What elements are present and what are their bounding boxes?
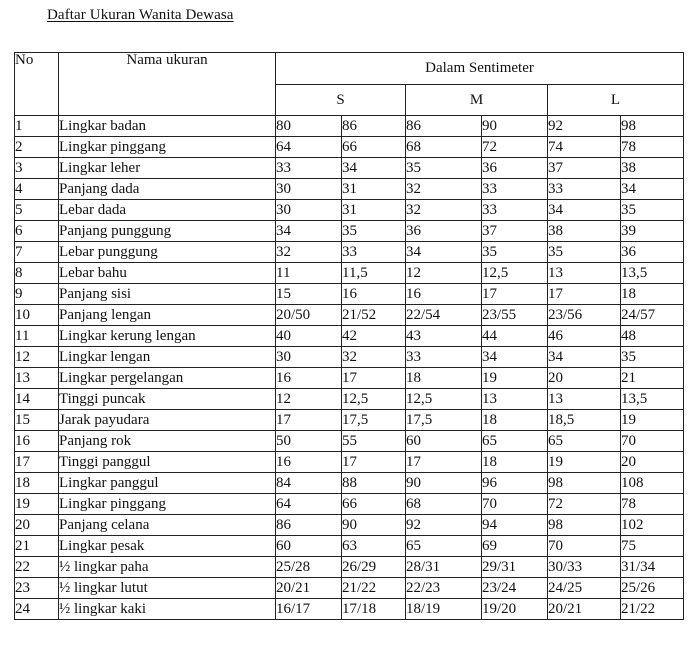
measurement-value: 38 — [621, 158, 684, 179]
measurement-value: 43 — [406, 326, 482, 347]
document-title: Daftar Ukuran Wanita Dewasa — [47, 7, 234, 23]
measurement-value: 42 — [342, 326, 406, 347]
table-row — [15, 326, 684, 347]
measurement-value: 70 — [548, 536, 621, 557]
size-table — [14, 52, 684, 620]
measurement-value: 12,5 — [482, 263, 548, 284]
measurement-value: 92 — [406, 515, 482, 536]
measurement-value: 68 — [406, 137, 482, 158]
measurement-name: Lingkar pergelangan — [59, 368, 276, 389]
table-row — [15, 305, 684, 326]
measurement-value: 38 — [548, 221, 621, 242]
measurement-value: 33 — [548, 179, 621, 200]
measurement-value: 13 — [548, 389, 621, 410]
measurement-value: 18 — [406, 368, 482, 389]
measurement-value: 13,5 — [621, 263, 684, 284]
table-row — [15, 284, 684, 305]
table-row — [15, 557, 684, 578]
measurement-value: 20 — [621, 452, 684, 473]
measurement-name: Panjang sisi — [59, 284, 276, 305]
measurement-value: 18 — [482, 410, 548, 431]
measurement-name: Lingkar leher — [59, 158, 276, 179]
measurement-value: 12,5 — [342, 389, 406, 410]
measurement-name: Panjang punggung — [59, 221, 276, 242]
measurement-value: 19/20 — [482, 599, 548, 620]
measurement-value: 18 — [482, 452, 548, 473]
header-no: No — [15, 53, 59, 116]
row-number: 16 — [15, 431, 59, 452]
measurement-value: 92 — [548, 116, 621, 137]
measurement-value: 30 — [276, 200, 342, 221]
measurement-value: 78 — [621, 137, 684, 158]
row-number: 21 — [15, 536, 59, 557]
measurement-value: 65 — [482, 431, 548, 452]
measurement-value: 98 — [548, 473, 621, 494]
measurement-value: 19 — [482, 368, 548, 389]
measurement-value: 17,5 — [342, 410, 406, 431]
row-number: 9 — [15, 284, 59, 305]
measurement-value: 18/19 — [406, 599, 482, 620]
measurement-name: Lingkar badan — [59, 116, 276, 137]
measurement-name: Lingkar panggul — [59, 473, 276, 494]
row-number: 17 — [15, 452, 59, 473]
row-number: 12 — [15, 347, 59, 368]
table-row — [15, 536, 684, 557]
measurement-value: 64 — [276, 494, 342, 515]
row-number: 10 — [15, 305, 59, 326]
measurement-value: 37 — [482, 221, 548, 242]
measurement-name: ½ lingkar lutut — [59, 578, 276, 599]
measurement-value: 86 — [406, 116, 482, 137]
measurement-name: Lingkar kerung lengan — [59, 326, 276, 347]
table-row — [15, 200, 684, 221]
measurement-value: 18 — [621, 284, 684, 305]
row-number: 2 — [15, 137, 59, 158]
measurement-name: Panjang celana — [59, 515, 276, 536]
measurement-value: 17 — [276, 410, 342, 431]
measurement-value: 17 — [548, 284, 621, 305]
table-row — [15, 116, 684, 137]
measurement-value: 35 — [621, 200, 684, 221]
measurement-name: Lingkar pesak — [59, 536, 276, 557]
measurement-value: 33 — [342, 242, 406, 263]
measurement-value: 44 — [482, 326, 548, 347]
measurement-value: 80 — [276, 116, 342, 137]
measurement-value: 36 — [621, 242, 684, 263]
row-number: 1 — [15, 116, 59, 137]
measurement-value: 15 — [276, 284, 342, 305]
measurement-value: 34 — [621, 179, 684, 200]
measurement-value: 74 — [548, 137, 621, 158]
measurement-value: 17/18 — [342, 599, 406, 620]
measurement-name: Tinggi puncak — [59, 389, 276, 410]
measurement-value: 84 — [276, 473, 342, 494]
measurement-value: 35 — [548, 242, 621, 263]
row-number: 13 — [15, 368, 59, 389]
table-row — [15, 410, 684, 431]
measurement-value: 34 — [548, 200, 621, 221]
row-number: 6 — [15, 221, 59, 242]
table-row — [15, 347, 684, 368]
measurement-value: 70 — [482, 494, 548, 515]
measurement-value: 60 — [276, 536, 342, 557]
measurement-value: 90 — [406, 473, 482, 494]
row-number: 7 — [15, 242, 59, 263]
measurement-value: 12 — [276, 389, 342, 410]
measurement-value: 11 — [276, 263, 342, 284]
measurement-value: 25/28 — [276, 557, 342, 578]
measurement-value: 65 — [406, 536, 482, 557]
measurement-name: ½ lingkar paha — [59, 557, 276, 578]
measurement-value: 18,5 — [548, 410, 621, 431]
measurement-value: 16/17 — [276, 599, 342, 620]
measurement-value: 30/33 — [548, 557, 621, 578]
header-size-l: L — [548, 85, 684, 116]
measurement-value: 24/57 — [621, 305, 684, 326]
measurement-value: 29/31 — [482, 557, 548, 578]
measurement-value: 30 — [276, 179, 342, 200]
measurement-value: 39 — [621, 221, 684, 242]
measurement-value: 66 — [342, 137, 406, 158]
measurement-value: 16 — [276, 368, 342, 389]
measurement-value: 21/22 — [621, 599, 684, 620]
measurement-value: 34 — [276, 221, 342, 242]
measurement-value: 37 — [548, 158, 621, 179]
row-number: 18 — [15, 473, 59, 494]
measurement-value: 17 — [406, 452, 482, 473]
measurement-value: 68 — [406, 494, 482, 515]
measurement-value: 35 — [342, 221, 406, 242]
measurement-name: Lingkar lengan — [59, 347, 276, 368]
measurement-value: 31 — [342, 200, 406, 221]
measurement-value: 98 — [621, 116, 684, 137]
measurement-value: 35 — [621, 347, 684, 368]
table-row — [15, 599, 684, 620]
measurement-name: Panjang dada — [59, 179, 276, 200]
measurement-value: 88 — [342, 473, 406, 494]
measurement-value: 30 — [276, 347, 342, 368]
measurement-value: 33 — [276, 158, 342, 179]
measurement-value: 12,5 — [406, 389, 482, 410]
measurement-value: 34 — [548, 347, 621, 368]
row-number: 8 — [15, 263, 59, 284]
table-row — [15, 242, 684, 263]
measurement-value: 28/31 — [406, 557, 482, 578]
table-row — [15, 179, 684, 200]
measurement-value: 96 — [482, 473, 548, 494]
measurement-value: 13,5 — [621, 389, 684, 410]
measurement-value: 36 — [482, 158, 548, 179]
measurement-value: 65 — [548, 431, 621, 452]
row-number: 24 — [15, 599, 59, 620]
measurement-name: Lebar bahu — [59, 263, 276, 284]
measurement-value: 34 — [482, 347, 548, 368]
measurement-value: 16 — [342, 284, 406, 305]
measurement-name: Lebar punggung — [59, 242, 276, 263]
measurement-value: 86 — [342, 116, 406, 137]
measurement-value: 63 — [342, 536, 406, 557]
row-number: 3 — [15, 158, 59, 179]
measurement-value: 102 — [621, 515, 684, 536]
header-size-s: S — [276, 85, 406, 116]
measurement-value: 98 — [548, 515, 621, 536]
row-number: 19 — [15, 494, 59, 515]
table-row — [15, 494, 684, 515]
measurement-value: 69 — [482, 536, 548, 557]
measurement-name: Tinggi panggul — [59, 452, 276, 473]
measurement-value: 21 — [621, 368, 684, 389]
measurement-value: 70 — [621, 431, 684, 452]
measurement-value: 23/55 — [482, 305, 548, 326]
measurement-value: 34 — [342, 158, 406, 179]
measurement-value: 35 — [482, 242, 548, 263]
table-row — [15, 473, 684, 494]
measurement-value: 32 — [276, 242, 342, 263]
measurement-value: 17 — [342, 452, 406, 473]
measurement-value: 23/24 — [482, 578, 548, 599]
row-number: 20 — [15, 515, 59, 536]
measurement-value: 21/52 — [342, 305, 406, 326]
measurement-value: 33 — [482, 200, 548, 221]
measurement-value: 20/50 — [276, 305, 342, 326]
measurement-value: 20/21 — [548, 599, 621, 620]
table-row — [15, 368, 684, 389]
measurement-value: 25/26 — [621, 578, 684, 599]
measurement-value: 75 — [621, 536, 684, 557]
measurement-value: 13 — [548, 263, 621, 284]
measurement-value: 94 — [482, 515, 548, 536]
table-row — [15, 389, 684, 410]
measurement-value: 12 — [406, 263, 482, 284]
row-number: 22 — [15, 557, 59, 578]
table-row — [15, 431, 684, 452]
measurement-value: 90 — [482, 116, 548, 137]
measurement-name: Lingkar pinggang — [59, 137, 276, 158]
table-row — [15, 515, 684, 536]
measurement-value: 32 — [406, 179, 482, 200]
measurement-value: 20 — [548, 368, 621, 389]
header-nama-ukuran: Nama ukuran — [59, 53, 276, 116]
table-row — [15, 137, 684, 158]
measurement-value: 72 — [548, 494, 621, 515]
measurement-name: Panjang lengan — [59, 305, 276, 326]
table-row — [15, 263, 684, 284]
measurement-name: Lebar dada — [59, 200, 276, 221]
measurement-value: 48 — [621, 326, 684, 347]
table-row — [15, 158, 684, 179]
measurement-value: 13 — [482, 389, 548, 410]
measurement-value: 35 — [406, 158, 482, 179]
row-number: 4 — [15, 179, 59, 200]
measurement-value: 33 — [406, 347, 482, 368]
table-row — [15, 221, 684, 242]
measurement-value: 16 — [276, 452, 342, 473]
row-number: 15 — [15, 410, 59, 431]
row-number: 14 — [15, 389, 59, 410]
measurement-value: 20/21 — [276, 578, 342, 599]
measurement-value: 21/22 — [342, 578, 406, 599]
measurement-value: 40 — [276, 326, 342, 347]
measurement-value: 55 — [342, 431, 406, 452]
measurement-value: 90 — [342, 515, 406, 536]
table-row — [15, 452, 684, 473]
measurement-value: 17 — [342, 368, 406, 389]
table-row — [15, 578, 684, 599]
measurement-value: 108 — [621, 473, 684, 494]
measurement-value: 34 — [406, 242, 482, 263]
measurement-value: 22/23 — [406, 578, 482, 599]
header-size-m: M — [406, 85, 548, 116]
measurement-value: 32 — [406, 200, 482, 221]
measurement-name: Lingkar pinggang — [59, 494, 276, 515]
measurement-value: 19 — [621, 410, 684, 431]
measurement-value: 22/54 — [406, 305, 482, 326]
measurement-value: 64 — [276, 137, 342, 158]
measurement-value: 72 — [482, 137, 548, 158]
measurement-value: 60 — [406, 431, 482, 452]
measurement-value: 78 — [621, 494, 684, 515]
measurement-value: 17,5 — [406, 410, 482, 431]
row-number: 23 — [15, 578, 59, 599]
measurement-value: 66 — [342, 494, 406, 515]
header-dalam-sentimeter: Dalam Sentimeter — [276, 53, 684, 85]
table-body — [15, 116, 684, 620]
measurement-value: 46 — [548, 326, 621, 347]
measurement-value: 36 — [406, 221, 482, 242]
measurement-value: 33 — [482, 179, 548, 200]
measurement-name: Panjang rok — [59, 431, 276, 452]
measurement-value: 86 — [276, 515, 342, 536]
measurement-value: 26/29 — [342, 557, 406, 578]
measurement-name: ½ lingkar kaki — [59, 599, 276, 620]
row-number: 11 — [15, 326, 59, 347]
measurement-value: 50 — [276, 431, 342, 452]
measurement-value: 17 — [482, 284, 548, 305]
measurement-value: 24/25 — [548, 578, 621, 599]
measurement-value: 31/34 — [621, 557, 684, 578]
measurement-value: 16 — [406, 284, 482, 305]
measurement-value: 11,5 — [342, 263, 406, 284]
measurement-value: 19 — [548, 452, 621, 473]
row-number: 5 — [15, 200, 59, 221]
measurement-value: 32 — [342, 347, 406, 368]
measurement-name: Jarak payudara — [59, 410, 276, 431]
measurement-value: 23/56 — [548, 305, 621, 326]
measurement-value: 31 — [342, 179, 406, 200]
